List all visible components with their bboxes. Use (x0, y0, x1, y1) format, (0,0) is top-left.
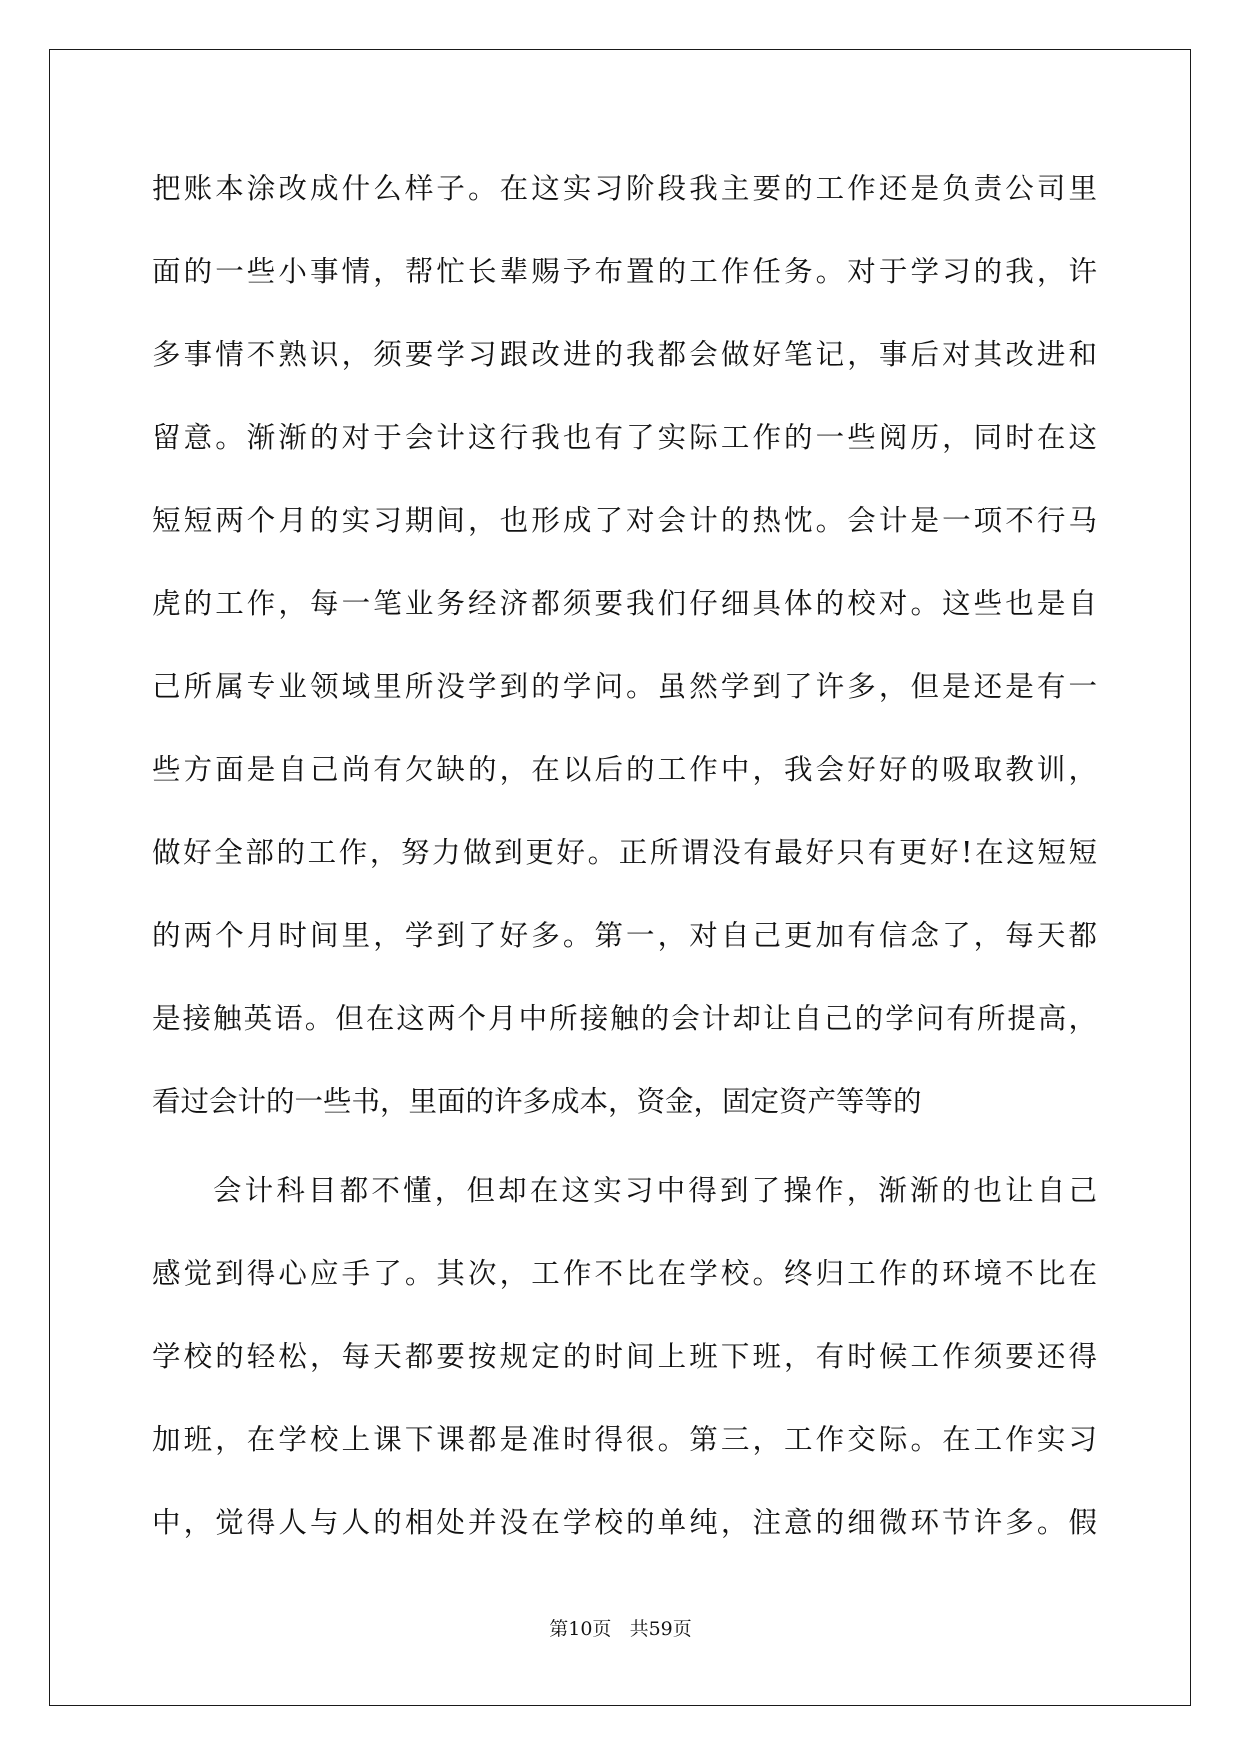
text-line: 的两个月时间里，学到了好多。第一，对自己更加有信念了，每天都 (152, 919, 1097, 952)
text-line: 加班，在学校上课下课都是准时得很。第三，工作交际。在工作实习 (152, 1423, 1097, 1456)
text-line: 看过会计的一些书，里面的许多成本，资金，固定资产等等的 (152, 1085, 922, 1118)
text-line: 短短两个月的实习期间，也形成了对会计的热忱。会计是一项不行马 (152, 504, 1097, 537)
text-line: 些方面是自己尚有欠缺的，在以后的工作中，我会好好的吸取教训， (152, 753, 1097, 786)
page-footer (0, 1614, 1241, 1641)
page-total: 共59页 (629, 1618, 692, 1640)
text-line: 会计科目都不懂，但却在这实习中得到了操作，渐渐的也让自己 (213, 1174, 1097, 1207)
text-line: 做好全部的工作，努力做到更好。正所谓没有最好只有更好!在这短短 (152, 836, 1097, 869)
text-line: 中，觉得人与人的相处并没在学校的单纯，注意的细微环节许多。假 (152, 1506, 1097, 1539)
text-line: 多事情不熟识，须要学习跟改进的我都会做好笔记，事后对其改进和 (152, 338, 1097, 371)
page-number: 第10页 (549, 1618, 612, 1640)
text-line: 是接触英语。但在这两个月中所接触的会计却让自己的学问有所提高， (152, 1002, 1097, 1035)
text-line: 面的一些小事情，帮忙长辈赐予布置的工作任务。对于学习的我，许 (152, 255, 1097, 288)
paragraph-1 (152, 158, 1097, 1154)
text-line: 感觉到得心应手了。其次，工作不比在学校。终归工作的环境不比在 (152, 1257, 1097, 1290)
text-line: 留意。渐渐的对于会计这行我也有了实际工作的一些阅历，同时在这 (152, 421, 1097, 454)
text-line: 己所属专业领域里所没学到的学问。虽然学到了许多，但是还是有一 (152, 670, 1097, 703)
text-line: 学校的轻松，每天都要按规定的时间上班下班，有时候工作须要还得 (152, 1340, 1097, 1373)
text-line: 把账本涂改成什么样子。在这实习阶段我主要的工作还是负责公司里 (152, 172, 1097, 205)
text-line: 虎的工作，每一笔业务经济都须要我们仔细具体的校对。这些也是自 (152, 587, 1097, 620)
document-body (152, 158, 1097, 1575)
footer-spacer (611, 1618, 629, 1640)
paragraph-2 (152, 1160, 1097, 1575)
